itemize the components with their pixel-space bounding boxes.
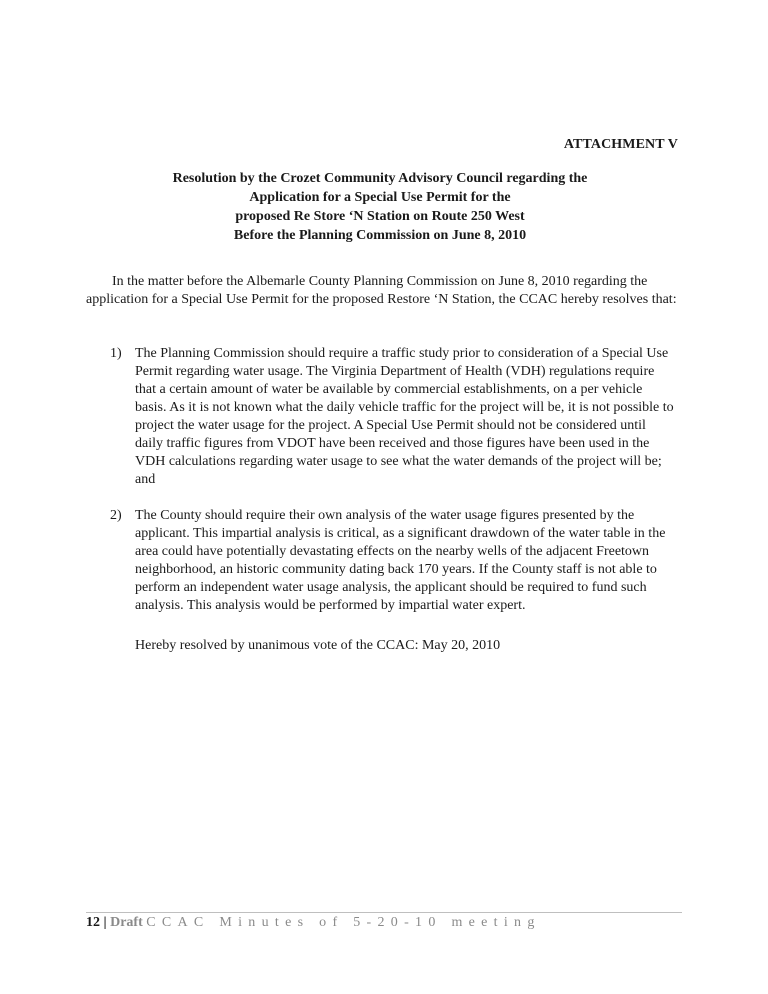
resolution-number: 1) (110, 346, 122, 361)
closing-statement: Hereby resolved by unanimous vote of the CCAC: May 20, 2010 (135, 638, 501, 653)
resolution-text: The Planning Commission should require a traffic study prior to consideration of a Special Use Permit regarding water usage. The Virginia Department of Health (VDH) regulations require that a certain amount of water be available by commercial establishments, on a per vehicle basis. As it is not known what the daily vehicle traffic for the project will be, it is not possible to project the water usage for the project. A Special Use Permit should not be considered until daily traffic figures from VDOT have been received and those figures have been used in the VDH calculations regarding water usage to see what the water demands of the project will be; and (135, 346, 674, 487)
resolution-number: 2) (110, 508, 122, 523)
resolution-item-2 (110, 507, 676, 615)
intro-paragraph: In the matter before the Albemarle County Planning Commission on June 8, 2010 regarding the application for a Special Use Permit for the proposed Restore ‘N Station, the CCAC hereby resolves that: (86, 274, 677, 307)
title-line-2: Application for a Special Use Permit for the (249, 190, 511, 205)
title-line-4: Before the Planning Commission on June 8, 2010 (233, 228, 527, 243)
footer-divider (86, 912, 682, 913)
resolution-title (0, 169, 768, 245)
title-line-1: Resolution by the Crozet Community Advisory Council regarding the (172, 171, 588, 186)
draft-label: Draft (110, 915, 143, 930)
resolution-list (110, 345, 676, 615)
page-footer (86, 914, 541, 932)
attachment-label: ATTACHMENT V (563, 137, 678, 152)
footer-document-title: CCAC Minutes of 5-20-10 meeting (146, 915, 541, 930)
page-number: 12 (86, 915, 100, 930)
resolution-text: The County should require their own analysis of the water usage figures presented by the applicant. This impartial analysis is critical, as a significant drawdown of the water table in the area could have potentially devastating effects on the nearby wells of the adjacent Freetown neighborhood, an historic community dating back 170 years. If the County staff is not able to perform an independent water usage analysis, the applicant should be required to fund such analysis. This analysis would be performed by impartial water expert. (135, 508, 666, 613)
resolution-item-1 (110, 345, 676, 489)
footer-separator: | (103, 915, 107, 930)
title-line-3: proposed Re Store ‘N Station on Route 250 West (235, 209, 525, 224)
